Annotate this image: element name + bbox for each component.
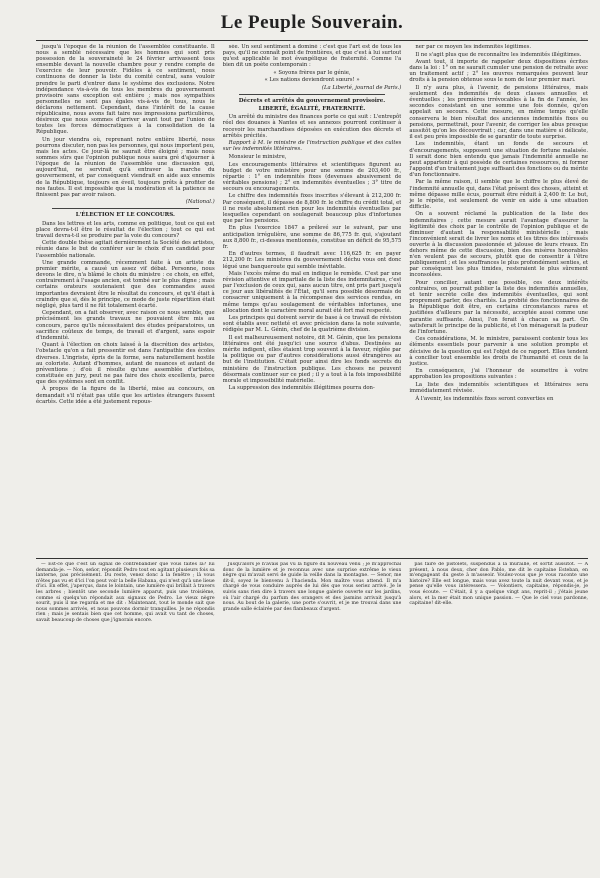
paragraph: Cette double thèse agitait dernièrement la Société des artistes, réunie dans le but de conférer sur le choix d'un candidat pour l'assemblée nationale. xyxy=(36,240,215,259)
section-heading: L'ÉLECTION ET LE CONCOURS. xyxy=(75,212,175,219)
paragraph: Il ne s'agit plus que de reconnaître les indemnités illégitimes. xyxy=(415,51,582,58)
feuilleton-column-3 xyxy=(409,562,588,868)
paragraph: Les indemnités, étant un fonds de secours et d'encouragements, supposent une situation de fortune malaisée. Il serait donc bien entendu que jamais l'indemnité annuelle ne peut appartenir à qui possède de certaines ressources, ni former l'appoint d'un traitement juge suffisant des fonctions ou du mérite d'un fonctionnaire. xyxy=(409,141,589,178)
feuilleton-column-2 xyxy=(223,562,402,868)
feuilleton-column-1 xyxy=(36,562,215,868)
paragraph: Avant tout, il importe de rappeler deux dispositions écrites dans la loi : 1° on ne saurait cumuler une pension de retraite avec un traitement actif ; 2° les œuvres remarquées peuvent leur droits à la pension obtenue sous le nom de leur premier mari. xyxy=(409,59,589,84)
paragraph: sée. Un seul sentiment a dominé : c'est que l'art est de tous les pays, qu'il ne connaît point de frontières, et que c'est à lui surtout qu'est applicable le mot évangélique de fraternité. Comme l'a bien dit un poète contemporain : xyxy=(222,44,402,69)
paragraph: À propos de la figure de la liberté, mise au concours, on demandait s'il n'était pas utile que les artistes étrangers fussent écartés. Cette idée a été justement repous- xyxy=(36,386,215,405)
main-columns xyxy=(36,44,588,556)
paragraph: La suppression des indemnités illégitimes pourra don- xyxy=(228,385,375,392)
paragraph: Monsieur le ministre, xyxy=(228,153,287,160)
paragraph: Les encouragements littéraires et scientifiques figurent au budget de votre ministère pour une somme de 203,400 fr., répartie : 1° en indemnités fixes (devenues abusivement de véritables pensions) ; 2° en indemnités éventuelles ; 3° titre de secours ou encouragements. xyxy=(222,161,402,192)
paragraph: En conséquence, j'ai l'honneur de soumettre à votre approbation les propositions suivantes : xyxy=(409,368,589,381)
page-title: Le Peuple Souverain. xyxy=(220,12,404,33)
paragraph: Il est malheureusement notoire, dit M. Génin, que les pensions littéraires ont été jusqu'ici une source d'abus. Destinées au mérite indigent, elles étaient trop souvent à la faveur, réglée par la politique ou par d'autres considérations aussi étrangères au but de l'institution. C'était pour ainsi dire les fonds secrets du ministère de l'instruction publique. Les choses ne peuvent désormais continuer sur ce pied ; il y a tout à la fois impossibilité morale et impossibilité matérielle. xyxy=(222,335,402,384)
paragraph: Cependant, on a fait observer, avec raison ce nous semble, que précisément les grands travaux ne pouvaient être mis au concours, parce qu'ils nécessitaient des études préparatoires, un sacrifice coûteux de temps, de travail et d'argent, sans espoir d'indemnité. xyxy=(36,310,215,341)
paragraph: Pour concilier, autant que possible, ces deux intérêts contraires, on pourrait publier la liste des indemnités annuelles, et tenir secrète celle des indemnités éventuelles, qui sont proprement parler, des charités. La probité des fonctionnaires de la République doit être, en certains circonstances rares et justifiées d'ailleurs par la nécessité, acceptée aussi comme une garantie suffisante. Ainsi, l'on ferait à chacun sa part. On satisferait le principe de la publicité, et l'on ménagerait la pudeur de l'infortune. xyxy=(409,279,589,335)
paragraph: Quant à l'élection on choix laissé à la discrétion des artistes, l'obstacle qu'on a fait pressentir est dans l'antipathie des écoles diverses. L'ingriste, épris de la forme, sera naturellement hostile au coloriste. Autant d'hommes, autant de nuances et autant de préventions ; d'où il résulte qu'une assemblée d'artistes, constituée en jury, peut ne pas faire des choix excellents, parce que des systèmes sont en conflit. xyxy=(36,342,215,385)
quote-source: (La Liberté, journal de Paris.) xyxy=(321,85,402,92)
quote-line: « Soyons frères par le génie, xyxy=(273,69,351,76)
paragraph: À l'avenir, les indemnités fixes seront converties en xyxy=(415,395,554,402)
paragraph: Le chiffre des indemnités fixes inscrites s'élevant à 212,200 fr. Par conséquent, il dépasse de 8,800 fr. le chiffre du crédit total, et il ne reste absolument rien pour les indemnités éventuelles par lesquelles cependant on soulagerait beaucoup plus d'infortunes que par les pensions. xyxy=(222,193,402,224)
paragraph: Dans les lettres et les arts, comme en politique, tout ce qui est place devra-t-il être le résultat de l'élection ; tout ce qui est travail devra-t-il se produire par la voie du concours? xyxy=(36,220,215,239)
motto: LIBERTÉ, ÉGALITÉ, FRATERNITÉ. xyxy=(258,106,366,113)
paragraph: Ces considérations, M. le ministre, paraissent contenir tous les éléments essentiels pour parvenir à une solution prompte et décisive de la question qui est l'objet de ce rapport. Elles tendent à concilier tout ensemble les droits de l'humanité et ceux de la justice. xyxy=(409,336,589,367)
feuilleton xyxy=(36,562,588,868)
column-2 xyxy=(223,44,402,556)
paragraph: La liste des indemnités scientifiques et littéraires sera immédiatement révisée. xyxy=(409,381,589,395)
quote-line: « Les nations deviendront sœurs! » xyxy=(264,77,360,84)
paragraph: En plus l'exercice 1847 a prélevé sur le suivant, par une anticipation irrégulière, une somme de 86,775 fr. qui, s'ajoutant aux 8,800 fr., ci-dessus mentionnés, constitue un déficit de 95,575 fr. xyxy=(222,225,402,250)
paragraph: — Est-ce que c'est un signal de contrebandier que vous faites là? lui demanda-je. — Non, señor, répondit Pedro tout en agitant plusieurs fois sa lanterne, pas précisément. Du reste, venez donc à la fenêtre ; là vous n'êtes pas vu et d'ici l'on peut voir la belle Habana, qui n'est qu'à une lieue d'ici. En effet, j'aperçus, dans le lointain, une lumière qui brillait à travers les arbres ; bientôt une seconde lumière apparut, puis une troisième, comme si quelqu'un répondait aux signaux de Pedro. Le vieux nègre sourit, puis il me regarda et me dit : Maintenant, tout le monde sait que nous sommes arrivés, et nous pouvons dormir tranquilles. Je ne répondis rien ; mais je sentais bien que cet homme, qui avait vu tant de choses, savait beaucoup de choses que j'ignorais encore. xyxy=(36,562,215,623)
section-heading: Décrets et arrêtés du gouvernement provisoire. xyxy=(238,98,386,105)
paragraph: pas faire de pistolets, suspendus à la muraille, et sortit aussitôt. — A présent, à nous deux, cher don Pablo, me dit le capitaine Esteban, en m'engageant du geste à m'asseoir. Voulez-vous que je vous raconte une histoire? Elle est longue, mais vous avez toute la nuit devant vous, et je pense qu'elle vous intéressera. — Volontiers, capitaine, répondis-je, je vous écoute. — C'était, il y a quelque vingt ans, reprit-il ; j'étais jeune alors, et la mer était mon unique passion. — Que le ciel vous pardonne, capitaine! dit-elle. xyxy=(409,562,589,607)
column-3 xyxy=(409,44,588,556)
divider xyxy=(239,94,386,95)
signature: (National.) xyxy=(185,199,215,206)
paragraph: ner par ce moyen les indemnités légitimes. xyxy=(415,44,532,50)
paragraph: jusqu'à l'époque de la réunion de l'assemblée constituante. Il nous a semblé nécessaire que les hommes qui sont pris possession de la souveraineté le 24 février arrivassent tous ensemble devant la nouvelle chambre pour y rendre compte de l'exercice de leur pouvoir. Fidèles à ce sentiment, nous continuons de donner la liste du comité central, sans vouloir prendre le parti d'entrer dans le système des exclusions. Notre indépendance vis-à-vis de tous les membres du gouvernement provisoire sans exception est entière ; mais nos sympathies personnelles ne sont pas égales vis-à-vis de tous, nous le déclarons nettement. Cependant, dans l'intérêt de la cause républicaine, nous avons fait taire nos impressions particulières, désireux que nous sommes d'arriver avant tout par l'union de toutes les forces démocratiques à la consolidation de la République. xyxy=(36,44,215,136)
paragraph: Un arrêté du ministre des finances porte ce qui suit : L'entrepôt réel des douanes à Nantes et ses annexes pourront continuer à recevoir les marchandises déposées en exécution des décrets et arrêtés précités. xyxy=(222,114,402,139)
paragraph: En d'autres termes, il faudrait avec 116,625 fr. en payer 212,200 fr. Les ministres du gouvernement déchu vous ont donc légué une banqueroute qui semble inévitable. xyxy=(222,251,402,270)
masthead xyxy=(36,10,588,41)
paragraph: Un jour viendra où, reprenant notre entière liberté, nous pourrons discuter, non pas les personnes, qui nous importent peu, mais les actes. Ce jour-là ne saurait être éloigné ; mais nous sommes sûrs que l'opinion publique nous saura gré d'ajourner à l'époque de la réunion de l'assemblée une discussion qui, aujourd'hui, ne servirait qu'à entraver la marche du gouvernement, et par conséquent viendrait en aide aux ennemis de la République, toujours en éveil, toujours prêts à profiter de nos fautes. Il est impossible que la modération et la patience ne finissent pas par avoir raison. xyxy=(36,136,215,198)
feuilleton-divider xyxy=(36,558,588,559)
divider xyxy=(52,208,199,209)
paragraph: Il n'y aura plus, à l'avenir, de pensions littéraires, mais seulement des indemnités de deux classes annuelles et éventuelles ; les premières irrévocables à la fin de l'année, les secondes consistant en une somme une fois donnée, qu'on appelait un secours. Cette mesure, en même temps qu'elle conservera le bien résultat des anciennes indemnités fixes ou pensions, permettrait, pour l'avenir, de corriger les abus presque aussitôt qu'on les découvrirait ; car, dans une matière si délicate, il est peu près impossible de se garantir de toute surprise. xyxy=(409,85,589,140)
column-1 xyxy=(36,44,215,556)
paragraph: Rapport à M. le ministre de l'instruction publique et des cultes sur les indemnités littéraires. xyxy=(222,140,402,153)
paragraph: Mais l'excès même du mal en indique le remède. C'est par une révision attentive et impartiale de la liste des indemnitaires, c'est par l'exclusion de ceux qui, sans aucun titre, ont pris part jusqu'à ce jour aux libéralités de l'État, qu'il sera possible désormais de consacrer uniquement à la récompense des services rendus, en même temps qu'au soulagement de véritables infortunes, une allocation dont le caractère moral aurait été fort mal respecté. xyxy=(222,271,402,314)
paragraph: Par la même raison, il semble que le chiffre le plus élevé de l'indemnité annuelle qui, dans l'état présent des choses, atteint et même dépasse mille écus, pourrait être réduit à 2,400 fr. Le but, je le répète, est seulement de venir en aide à une situation difficile. xyxy=(409,179,589,210)
paragraph: Jusqu'alors je n'avais pas vu la figure du nouveau venu ; je m'approchai donc de la lumière et je reconnus avec une surprise extrême le vieux nègre qui m'avait servi de guide la veille dans la montagne. — Senor, me dit-il, soyez le bienvenu à l'hacienda. Mon maître vous attend. Il m'a chargé de vous conduire auprès de lui dès que vous seriez arrivé. Je le suivis sans rien dire à travers une longue galerie ouverte sur les jardins, où l'air chargé du parfum des orangers et des jasmins arrivait jusqu'à nous. Au bout de la galerie, une porte s'ouvrit, et je me trouvai dans une grande salle éclairée par des flambeaux d'argent. xyxy=(222,562,402,612)
paragraph: Une grande commande, récemment faite à un artiste du premier mérite, a causé un assez vif débat. Personne, nous devons le dire, n'a blâmé le choix du ministre : ce choix, en effet, contrairement à l'usage ancien, est tombé sur le plus digne ; mais certains orateurs soutenaient que des commandes aussi importantes devraient être le résultat du concours, et qu'il était à craindre que si, dès le principe, ce mode de juste répartition était négligé, plus tard il ne fût totalement écarté. xyxy=(36,260,215,309)
paragraph: Les principes qui doivent servir de base à ce travail de révision sont établis avec netteté et avec précision dans la note suivante, rédigée par M. L. Génin, chef de la quatrième division. xyxy=(222,315,402,334)
paragraph: On a souvent réclamé la publication de la liste des indemnitaires ; cette mesure aurait l'avantage d'assurer la légitimité des choix par le contrôle de l'opinion publique et de diminuer d'autant la responsabilité ministérielle ; mais l'inconvénient serait de livrer les noms et les titres des intéressés ouverte à la discussion passionnée et jalouse de leurs rivaux. En dehors même de cette discussion, bien des misères honorables n'en veulent pas de secours, plutôt que de consentir à l'être publiquement ; et les souffrances le plus profondément senties, et par conséquent les plus timides, resteraient le plus sûrement inconsolées. xyxy=(409,211,589,279)
